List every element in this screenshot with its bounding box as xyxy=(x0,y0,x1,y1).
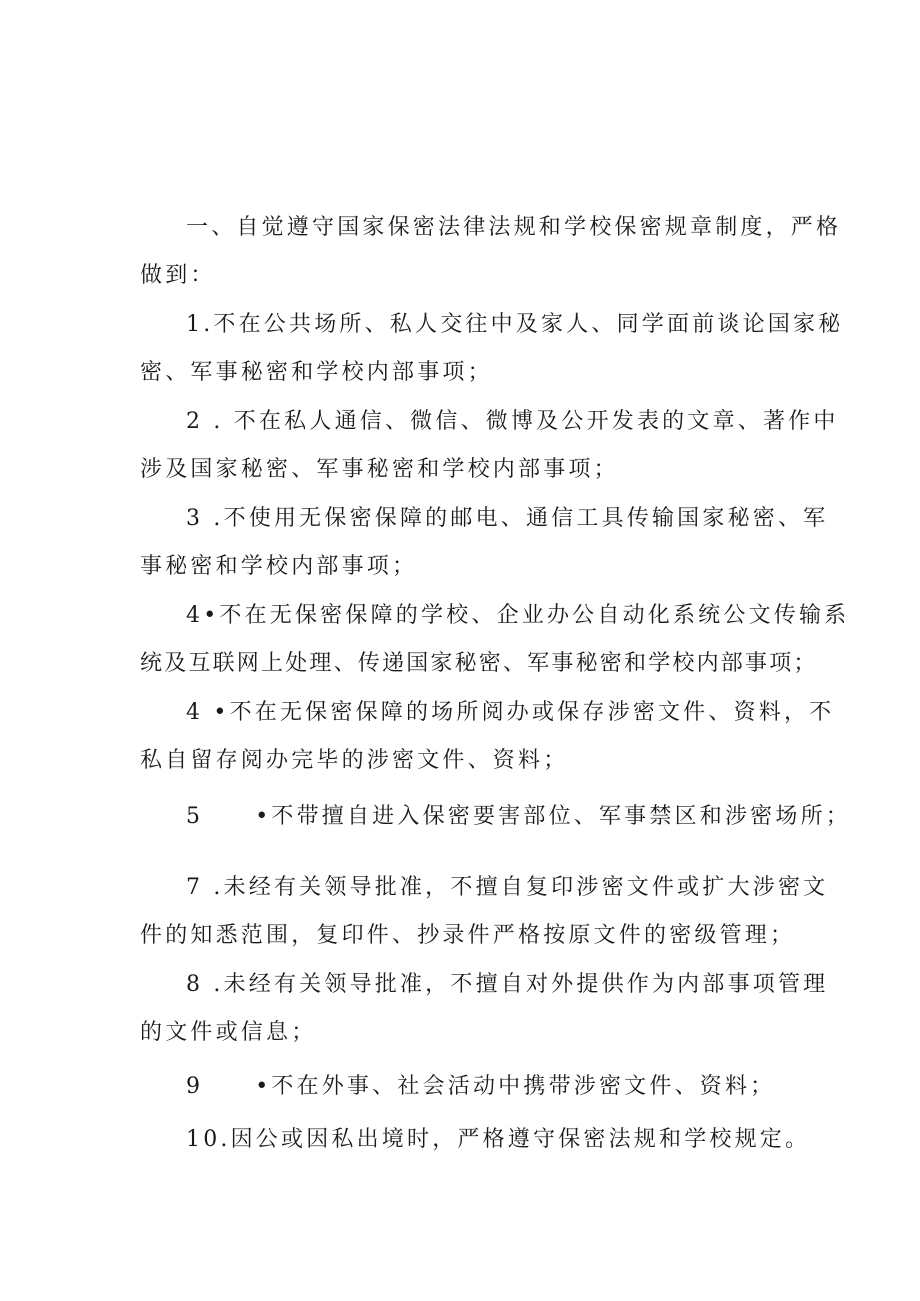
item-4b-line-1: 4 •不在无保密保障的场所阅办或保存涉密文件、资料，不 xyxy=(186,700,835,725)
item-4a-line-1: 4•不在无保密保障的学校、企业办公自动化系统公文传输系 xyxy=(186,603,850,628)
item-9-number: 9 xyxy=(186,1074,204,1099)
item-9-line-1 xyxy=(0,1067,920,1107)
item-8-line-1: 8 .未经有关领导批准，不擅自对外提供作为内部事项管理 xyxy=(186,972,829,997)
item-1-line-2: 密、军事秘密和学校内部事项； xyxy=(140,360,493,385)
item-10-line-1: 10.因公或因私出境时，严格遵守保密法规和学校规定。 xyxy=(186,1127,811,1152)
item-7-line-1: 7 .未经有关领导批准，不擅自复印涉密文件或扩大涉密文 xyxy=(186,875,829,900)
item-5-line-1 xyxy=(0,797,920,837)
item-2-line-1: 2 . 不在私人通信、微信、微博及公开发表的文章、著作中 xyxy=(186,409,839,434)
paragraph-intro-line-2: 做到： xyxy=(140,263,216,288)
item-9-text: •不在外事、社会活动中携带涉密文件、资料； xyxy=(255,1074,776,1099)
item-1-line-1: 1.不在公共场所、私人交往中及家人、同学面前谈论国家秘 xyxy=(186,312,844,337)
item-5-text: •不带擅自进入保密要害部位、军事禁区和涉密场所； xyxy=(255,804,851,829)
paragraph-intro-line-1: 一、自觉遵守国家保密法律法规和学校保密规章制度，严格 xyxy=(186,215,842,240)
item-4a-line-2: 统及互联网上处理、传递国家秘密、军事秘密和学校内部事项； xyxy=(140,651,818,676)
item-3-line-2: 事秘密和学校内部事项； xyxy=(140,554,418,579)
item-5-number: 5 xyxy=(186,804,204,829)
item-7-line-2: 件的知悉范围，复印件、抄录件严格按原文件的密级管理； xyxy=(140,923,796,948)
item-4b-line-2: 私自留存阅办完毕的涉密文件、资料； xyxy=(140,748,569,773)
item-2-line-2: 涉及国家秘密、军事秘密和学校内部事项； xyxy=(140,457,619,482)
item-8-line-2: 的文件或信息； xyxy=(140,1020,317,1045)
item-3-line-1: 3 .不使用无保密保障的邮电、通信工具传输国家秘密、军 xyxy=(186,506,829,531)
